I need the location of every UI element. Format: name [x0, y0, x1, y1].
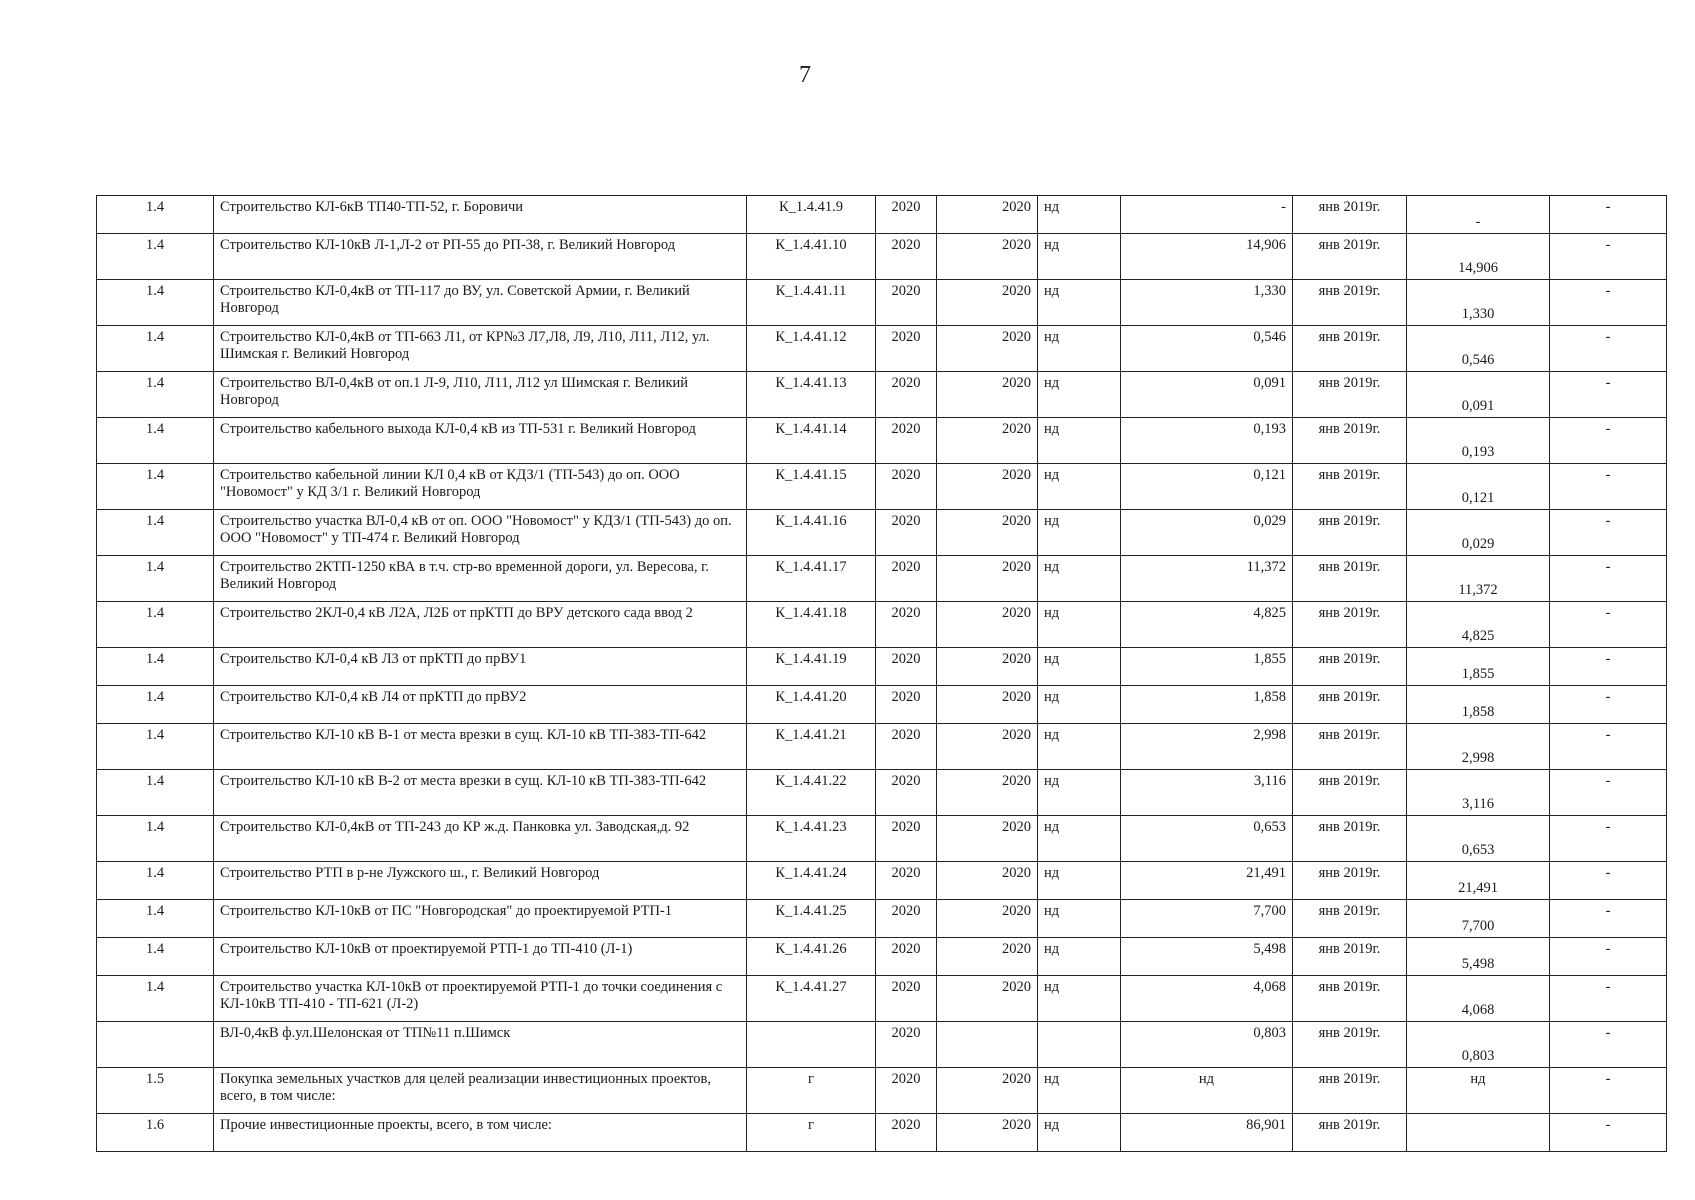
project-name-cell: Прочие инвестиционные проекты, всего, в том числе: — [214, 1114, 747, 1152]
table-row — [97, 372, 1667, 418]
value-total-cell: 0,193 — [1407, 418, 1550, 464]
table-row — [97, 556, 1667, 602]
item-number-cell: 1.4 — [97, 770, 214, 816]
start-year-cell: 2020 — [876, 770, 937, 816]
end-year-cell: 2020 — [937, 648, 1038, 686]
nd-cell: нд — [1038, 938, 1121, 976]
item-number-cell: 1.4 — [97, 900, 214, 938]
start-year-cell: 2020 — [876, 724, 937, 770]
value-total-cell: 0,546 — [1407, 326, 1550, 372]
value-cell: 0,029 — [1121, 510, 1293, 556]
price-date-cell: янв 2019г. — [1293, 816, 1407, 862]
nd-cell: нд — [1038, 862, 1121, 900]
remarks-cell: - — [1550, 510, 1667, 556]
value-total-cell: 1,330 — [1407, 280, 1550, 326]
project-name-cell: Строительство КЛ-10 кВ В-1 от места врезки в сущ. КЛ-10 кВ ТП-383-ТП-642 — [214, 724, 747, 770]
value-cell: 1,330 — [1121, 280, 1293, 326]
project-name-cell: Строительство КЛ-0,4 кВ Л3 от прКТП до прВУ1 — [214, 648, 747, 686]
project-code-cell: К_1.4.41.10 — [747, 234, 876, 280]
remarks-cell: - — [1550, 464, 1667, 510]
item-number-cell: 1.4 — [97, 464, 214, 510]
table-row — [97, 648, 1667, 686]
project-code-cell: К_1.4.41.19 — [747, 648, 876, 686]
nd-cell: нд — [1038, 196, 1121, 234]
value-total-cell: 1,855 — [1407, 648, 1550, 686]
price-date-cell: янв 2019г. — [1293, 418, 1407, 464]
price-date-cell: янв 2019г. — [1293, 1114, 1407, 1152]
value-cell: 4,825 — [1121, 602, 1293, 648]
table-row — [97, 1022, 1667, 1068]
value-total-cell: нд — [1407, 1068, 1550, 1114]
project-name-cell: Строительство КЛ-0,4кВ от ТП-663 Л1, от КР№3 Л7,Л8, Л9, Л10, Л11, Л12, ул. Шимская г. Великий Новгород — [214, 326, 747, 372]
value-total-cell: 11,372 — [1407, 556, 1550, 602]
table-row — [97, 816, 1667, 862]
project-name-cell: Строительство КЛ-0,4 кВ Л4 от прКТП до прВУ2 — [214, 686, 747, 724]
item-number-cell: 1.4 — [97, 724, 214, 770]
nd-cell: нд — [1038, 418, 1121, 464]
project-name-cell: ВЛ-0,4кВ ф.ул.Шелонская от ТП№11 п.Шимск — [214, 1022, 747, 1068]
project-code-cell: К_1.4.41.22 — [747, 770, 876, 816]
project-name-cell: Строительство кабельной линии КЛ 0,4 кВ от КДЗ/1 (ТП-543) до оп. ООО "Новомост" у КД 3/1 г. Великий Новгород — [214, 464, 747, 510]
page-number: 7 — [799, 62, 811, 88]
project-name-cell: Строительство кабельного выхода КЛ-0,4 кВ из ТП-531 г. Великий Новгород — [214, 418, 747, 464]
start-year-cell: 2020 — [876, 900, 937, 938]
value-cell: 86,901 — [1121, 1114, 1293, 1152]
nd-cell: нд — [1038, 686, 1121, 724]
project-code-cell: К_1.4.41.25 — [747, 900, 876, 938]
item-number-cell: 1.4 — [97, 280, 214, 326]
remarks-cell: - — [1550, 816, 1667, 862]
project-name-cell: Строительство КЛ-10кВ Л-1,Л-2 от РП-55 до РП-38, г. Великий Новгород — [214, 234, 747, 280]
nd-cell: нд — [1038, 1068, 1121, 1114]
value-total-cell: 3,116 — [1407, 770, 1550, 816]
item-number-cell: 1.4 — [97, 510, 214, 556]
item-number-cell: 1.4 — [97, 816, 214, 862]
price-date-cell: янв 2019г. — [1293, 862, 1407, 900]
project-code-cell: К_1.4.41.15 — [747, 464, 876, 510]
value-total-cell: 0,803 — [1407, 1022, 1550, 1068]
nd-cell — [1038, 1022, 1121, 1068]
start-year-cell: 2020 — [876, 1022, 937, 1068]
remarks-cell: - — [1550, 686, 1667, 724]
end-year-cell: 2020 — [937, 900, 1038, 938]
item-number-cell: 1.4 — [97, 648, 214, 686]
nd-cell: нд — [1038, 326, 1121, 372]
value-total-cell: 5,498 — [1407, 938, 1550, 976]
remarks-cell: - — [1550, 862, 1667, 900]
table-row — [97, 686, 1667, 724]
table-row — [97, 770, 1667, 816]
item-number-cell: 1.6 — [97, 1114, 214, 1152]
remarks-cell: - — [1550, 326, 1667, 372]
project-name-cell: Строительство ВЛ-0,4кВ от оп.1 Л-9, Л10, Л11, Л12 ул Шимская г. Великий Новгород — [214, 372, 747, 418]
item-number-cell: 1.4 — [97, 556, 214, 602]
table-row — [97, 326, 1667, 372]
price-date-cell: янв 2019г. — [1293, 1022, 1407, 1068]
project-code-cell — [747, 1022, 876, 1068]
value-total-cell: 14,906 — [1407, 234, 1550, 280]
table-row — [97, 510, 1667, 556]
end-year-cell: 2020 — [937, 1068, 1038, 1114]
table-row — [97, 602, 1667, 648]
item-number-cell: 1.4 — [97, 602, 214, 648]
nd-cell: нд — [1038, 602, 1121, 648]
project-code-cell: К_1.4.41.26 — [747, 938, 876, 976]
value-cell: 0,091 — [1121, 372, 1293, 418]
value-cell: 0,546 — [1121, 326, 1293, 372]
nd-cell: нд — [1038, 464, 1121, 510]
value-total-cell: 4,068 — [1407, 976, 1550, 1022]
project-code-cell: г — [747, 1068, 876, 1114]
table-row — [97, 724, 1667, 770]
end-year-cell: 2020 — [937, 724, 1038, 770]
price-date-cell: янв 2019г. — [1293, 686, 1407, 724]
value-total-cell: - — [1407, 196, 1550, 234]
value-cell: 0,121 — [1121, 464, 1293, 510]
start-year-cell: 2020 — [876, 234, 937, 280]
value-cell: 1,855 — [1121, 648, 1293, 686]
project-code-cell: К_1.4.41.13 — [747, 372, 876, 418]
price-date-cell: янв 2019г. — [1293, 234, 1407, 280]
item-number-cell: 1.4 — [97, 976, 214, 1022]
remarks-cell: - — [1550, 648, 1667, 686]
start-year-cell: 2020 — [876, 862, 937, 900]
end-year-cell: 2020 — [937, 234, 1038, 280]
remarks-cell: - — [1550, 976, 1667, 1022]
value-total-cell: 7,700 — [1407, 900, 1550, 938]
item-number-cell: 1.4 — [97, 418, 214, 464]
table-row — [97, 196, 1667, 234]
end-year-cell: 2020 — [937, 556, 1038, 602]
remarks-cell: - — [1550, 1114, 1667, 1152]
project-code-cell: К_1.4.41.16 — [747, 510, 876, 556]
nd-cell: нд — [1038, 648, 1121, 686]
item-number-cell: 1.4 — [97, 326, 214, 372]
project-code-cell: К_1.4.41.21 — [747, 724, 876, 770]
table-row — [97, 280, 1667, 326]
price-date-cell: янв 2019г. — [1293, 196, 1407, 234]
start-year-cell: 2020 — [876, 372, 937, 418]
price-date-cell: янв 2019г. — [1293, 326, 1407, 372]
table-row — [97, 464, 1667, 510]
value-cell: 0,803 — [1121, 1022, 1293, 1068]
nd-cell: нд — [1038, 234, 1121, 280]
start-year-cell: 2020 — [876, 418, 937, 464]
value-cell: 21,491 — [1121, 862, 1293, 900]
value-cell: 7,700 — [1121, 900, 1293, 938]
value-total-cell: 2,998 — [1407, 724, 1550, 770]
start-year-cell: 2020 — [876, 816, 937, 862]
start-year-cell: 2020 — [876, 1068, 937, 1114]
end-year-cell: 2020 — [937, 938, 1038, 976]
remarks-cell: - — [1550, 418, 1667, 464]
value-total-cell: 0,091 — [1407, 372, 1550, 418]
project-code-cell: К_1.4.41.27 — [747, 976, 876, 1022]
item-number-cell: 1.5 — [97, 1068, 214, 1114]
remarks-cell: - — [1550, 372, 1667, 418]
value-cell: нд — [1121, 1068, 1293, 1114]
value-cell: 4,068 — [1121, 976, 1293, 1022]
end-year-cell: 2020 — [937, 280, 1038, 326]
table-row — [97, 938, 1667, 976]
nd-cell: нд — [1038, 976, 1121, 1022]
remarks-cell: - — [1550, 900, 1667, 938]
remarks-cell: - — [1550, 602, 1667, 648]
nd-cell: нд — [1038, 556, 1121, 602]
value-total-cell: 0,653 — [1407, 816, 1550, 862]
price-date-cell: янв 2019г. — [1293, 510, 1407, 556]
start-year-cell: 2020 — [876, 938, 937, 976]
project-name-cell: Строительство КЛ-6кВ ТП40-ТП-52, г. Боровичи — [214, 196, 747, 234]
value-total-cell — [1407, 1114, 1550, 1152]
end-year-cell: 2020 — [937, 862, 1038, 900]
table-row — [97, 1114, 1667, 1152]
value-cell: 5,498 — [1121, 938, 1293, 976]
remarks-cell: - — [1550, 556, 1667, 602]
nd-cell: нд — [1038, 900, 1121, 938]
investment-projects-table — [96, 195, 1667, 1152]
project-name-cell: Строительство КЛ-0,4кВ от ТП-117 до ВУ, ул. Советской Армии, г. Великий Новгород — [214, 280, 747, 326]
remarks-cell: - — [1550, 1068, 1667, 1114]
project-code-cell: К_1.4.41.18 — [747, 602, 876, 648]
start-year-cell: 2020 — [876, 196, 937, 234]
project-name-cell: Строительство 2КЛ-0,4 кВ Л2А, Л2Б от прКТП до ВРУ детского сада ввод 2 — [214, 602, 747, 648]
start-year-cell: 2020 — [876, 464, 937, 510]
item-number-cell: 1.4 — [97, 686, 214, 724]
price-date-cell: янв 2019г. — [1293, 770, 1407, 816]
project-name-cell: Строительство КЛ-10 кВ В-2 от места врезки в сущ. КЛ-10 кВ ТП-383-ТП-642 — [214, 770, 747, 816]
item-number-cell: 1.4 — [97, 938, 214, 976]
price-date-cell: янв 2019г. — [1293, 556, 1407, 602]
start-year-cell: 2020 — [876, 510, 937, 556]
end-year-cell: 2020 — [937, 770, 1038, 816]
table-row — [97, 418, 1667, 464]
value-cell: 11,372 — [1121, 556, 1293, 602]
value-cell: 1,858 — [1121, 686, 1293, 724]
nd-cell: нд — [1038, 372, 1121, 418]
item-number-cell: 1.4 — [97, 196, 214, 234]
project-name-cell: Покупка земельных участков для целей реализации инвестиционных проектов, всего, в том числе: — [214, 1068, 747, 1114]
value-total-cell: 0,121 — [1407, 464, 1550, 510]
project-name-cell: Строительство КЛ-10кВ от проектируемой РТП-1 до ТП-410 (Л-1) — [214, 938, 747, 976]
price-date-cell: янв 2019г. — [1293, 280, 1407, 326]
start-year-cell: 2020 — [876, 280, 937, 326]
project-code-cell: К_1.4.41.17 — [747, 556, 876, 602]
end-year-cell: 2020 — [937, 372, 1038, 418]
end-year-cell: 2020 — [937, 326, 1038, 372]
price-date-cell: янв 2019г. — [1293, 938, 1407, 976]
remarks-cell: - — [1550, 938, 1667, 976]
value-total-cell: 4,825 — [1407, 602, 1550, 648]
price-date-cell: янв 2019г. — [1293, 602, 1407, 648]
end-year-cell: 2020 — [937, 1114, 1038, 1152]
nd-cell: нд — [1038, 770, 1121, 816]
value-total-cell: 1,858 — [1407, 686, 1550, 724]
project-name-cell: Строительство 2КТП-1250 кВА в т.ч. стр-во временной дороги, ул. Вересова, г. Великий Новгород — [214, 556, 747, 602]
project-name-cell: Строительство РТП в р-не Лужского ш., г. Великий Новгород — [214, 862, 747, 900]
project-name-cell: Строительство КЛ-10кВ от ПС "Новгородская" до проектируемой РТП-1 — [214, 900, 747, 938]
price-date-cell: янв 2019г. — [1293, 900, 1407, 938]
remarks-cell: - — [1550, 770, 1667, 816]
table-body — [97, 196, 1667, 1152]
price-date-cell: янв 2019г. — [1293, 372, 1407, 418]
start-year-cell: 2020 — [876, 602, 937, 648]
end-year-cell: 2020 — [937, 464, 1038, 510]
item-number-cell: 1.4 — [97, 372, 214, 418]
nd-cell: нд — [1038, 280, 1121, 326]
price-date-cell: янв 2019г. — [1293, 464, 1407, 510]
start-year-cell: 2020 — [876, 326, 937, 372]
value-cell: - — [1121, 196, 1293, 234]
price-date-cell: янв 2019г. — [1293, 648, 1407, 686]
remarks-cell: - — [1550, 196, 1667, 234]
nd-cell: нд — [1038, 510, 1121, 556]
end-year-cell — [937, 1022, 1038, 1068]
project-name-cell: Строительство участка ВЛ-0,4 кВ от оп. ООО "Новомост" у КДЗ/1 (ТП-543) до оп. ООО "Новомост" у ТП-474 г. Великий Новгород — [214, 510, 747, 556]
end-year-cell: 2020 — [937, 686, 1038, 724]
item-number-cell: 1.4 — [97, 234, 214, 280]
table-row — [97, 1068, 1667, 1114]
value-cell: 2,998 — [1121, 724, 1293, 770]
project-code-cell: К_1.4.41.12 — [747, 326, 876, 372]
table-row — [97, 900, 1667, 938]
value-cell: 3,116 — [1121, 770, 1293, 816]
value-total-cell: 0,029 — [1407, 510, 1550, 556]
remarks-cell: - — [1550, 1022, 1667, 1068]
project-code-cell: К_1.4.41.20 — [747, 686, 876, 724]
end-year-cell: 2020 — [937, 418, 1038, 464]
project-name-cell: Строительство участка КЛ-10кВ от проектируемой РТП-1 до точки соединения с КЛ-10кВ ТП-410 - ТП-621 (Л-2) — [214, 976, 747, 1022]
start-year-cell: 2020 — [876, 648, 937, 686]
project-code-cell: г — [747, 1114, 876, 1152]
nd-cell: нд — [1038, 724, 1121, 770]
project-code-cell: К_1.4.41.9 — [747, 196, 876, 234]
end-year-cell: 2020 — [937, 510, 1038, 556]
start-year-cell: 2020 — [876, 1114, 937, 1152]
remarks-cell: - — [1550, 234, 1667, 280]
table-row — [97, 234, 1667, 280]
start-year-cell: 2020 — [876, 976, 937, 1022]
nd-cell: нд — [1038, 1114, 1121, 1152]
value-cell: 0,193 — [1121, 418, 1293, 464]
item-number-cell — [97, 1022, 214, 1068]
end-year-cell: 2020 — [937, 976, 1038, 1022]
price-date-cell: янв 2019г. — [1293, 724, 1407, 770]
remarks-cell: - — [1550, 280, 1667, 326]
remarks-cell: - — [1550, 724, 1667, 770]
start-year-cell: 2020 — [876, 556, 937, 602]
item-number-cell: 1.4 — [97, 862, 214, 900]
project-code-cell: К_1.4.41.24 — [747, 862, 876, 900]
price-date-cell: янв 2019г. — [1293, 976, 1407, 1022]
table-row — [97, 976, 1667, 1022]
project-code-cell: К_1.4.41.23 — [747, 816, 876, 862]
project-code-cell: К_1.4.41.14 — [747, 418, 876, 464]
end-year-cell: 2020 — [937, 816, 1038, 862]
table-row — [97, 862, 1667, 900]
value-total-cell: 21,491 — [1407, 862, 1550, 900]
project-name-cell: Строительство КЛ-0,4кВ от ТП-243 до КР ж.д. Панковка ул. Заводская,д. 92 — [214, 816, 747, 862]
end-year-cell: 2020 — [937, 602, 1038, 648]
end-year-cell: 2020 — [937, 196, 1038, 234]
value-cell: 0,653 — [1121, 816, 1293, 862]
nd-cell: нд — [1038, 816, 1121, 862]
price-date-cell: янв 2019г. — [1293, 1068, 1407, 1114]
project-code-cell: К_1.4.41.11 — [747, 280, 876, 326]
value-cell: 14,906 — [1121, 234, 1293, 280]
start-year-cell: 2020 — [876, 686, 937, 724]
